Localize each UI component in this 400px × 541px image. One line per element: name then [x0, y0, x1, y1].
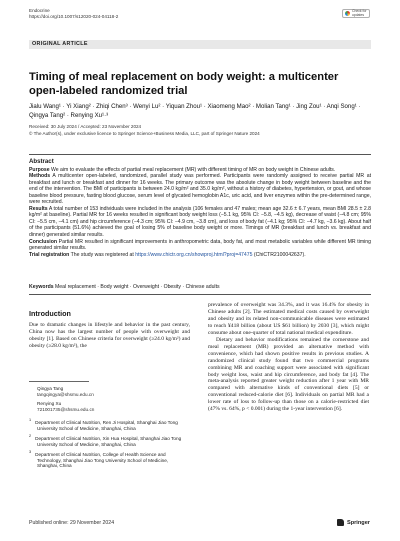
publisher-name: Springer [346, 519, 370, 526]
intro-left-paragraph: Due to dramatic changes in lifestyle and behavior in the past century, China now has the largest number of people with overweight and obesity [1]. Based on Chinese criteria for overweight (≥24.0 kg/m²) and obesity (≥28.0 kg/m²), the [29, 322, 190, 349]
affiliation-1 [29, 420, 190, 431]
intro-right-paragraph-1: prevalence of overweight was 34.3%, and it was 16.4% for obesity in Chinese adults [2]. The estimated medical costs caused by overweight and obesity and its related non-communicable diseases were estimated to reach ¥418 billion (about US $61 billion) by 2030 [3], which might consume about one-quarter of total national medical expenditure. [208, 302, 369, 336]
results-text: A total number of 153 individuals were included in the analysis (106 females and 47 males; mean age 32.6 ± 6.7 years, mean BMI 28.5 ± 2.8 kg/m² at baseline). Partial MR for 16 weeks resulted in significant body weight loss (−5.1 kg, 95% CI: −5.8, −4.5 kg), decrease of waist (−4.8 cm; 95% CI: −5.5 cm, −4.1 cm) and hip circumference (−4.3 cm; 95% CI: −4.9 cm, −3.8 cm), and loss of body fat (−4.1 kg; 95% CI: −4.7 kg, −3.6 kg). About half of the participants (51.6%) achieved the goal of losing 5% of baseline body weight or more. Timings of MR (breakfast and lunch vs. breakfast and dinner) generated similar results. [29, 205, 371, 239]
abstract-heading: Abstract [29, 158, 54, 165]
author-list: Jialu Wang¹ · Yi Xiang² · Zhiqi Chen³ · Wenyi Lu² · Yiquan Zhou¹ · Xiaomeng Mao² · Molian Tang¹ · Jing Zou¹ · Anqi Song¹ · Qingya Tang² · Renying Xu¹·³ [29, 103, 361, 119]
affiliation-2 [29, 436, 190, 447]
conclusion-label: Conclusion [29, 238, 57, 245]
registration-post: (ChiCTR2100042637). [252, 251, 306, 258]
aff2-text: Department of Clinical Nutrition, Xin Hua Hospital, Shanghai Jiao Tong University School of Medicine, Shanghai, China [35, 436, 182, 447]
corr1-name: Qingya Tang [37, 386, 64, 391]
footnote-rule [29, 381, 89, 382]
abstract-conclusion [29, 239, 371, 252]
keywords-bottom-rule [29, 294, 371, 295]
right-column [208, 302, 369, 413]
aff3-marker: 3 [29, 450, 32, 455]
crossmark-line2: updates [352, 12, 365, 17]
received-dates: Received: 30 July 2024 / Accepted: 23 November 2024 [29, 124, 142, 129]
registration-pre: The study was registered at [69, 251, 136, 258]
registration-link[interactable]: https://www.chictr.org.cn/showproj.html?proj=47475 [135, 251, 253, 258]
methods-label: Methods [29, 173, 51, 180]
springer-horse-icon [337, 519, 344, 526]
keywords-label: Keywords [29, 284, 54, 290]
registration-label: Trial registration [29, 251, 70, 258]
left-column [29, 322, 190, 350]
abstract-methods [29, 173, 371, 206]
correspondence-1 [29, 386, 190, 397]
purpose-text: We aim to evaluate the effects of partial meal replacement (MR) with different timing of MR on body weight in Chinese adults. [49, 166, 336, 173]
corr1-email[interactable]: tangqingya@shsmu.edu.cn [37, 391, 94, 397]
keywords-line [29, 284, 371, 291]
abstract-registration [29, 252, 371, 259]
published-date: Published online: 29 November 2024 [29, 520, 115, 526]
correspondence-2 [29, 401, 190, 412]
intro-right-paragraph-2: Dietary and behavior modifications remained the cornerstone and meal replacement (MR) provided an alternative method with convenience, which had shown positive results in previous studies. A randomized clinical study found that two commercial programs combining MR and coaching support were associated with significant body weight loss, waist and hip circumference, and body fat [4]. The meta-analysis reported greater weight reduction after 1 year with MR compared with alternative kinds of conventional diets [5] or conventional reduced-calorie diet [6]. Individuals on partial MR had a lower rate of loss to follow-up than those on a calorie-restricted diet (47% vs. 64%, p < 0.001) during the 1-year intervention [6]. [208, 336, 369, 413]
journal-header [29, 8, 118, 20]
affiliation-3 [29, 452, 190, 469]
copyright-line: © The Author(s), under exclusive licence to Springer Science+Business Media, LLC, part of Springer Nature 2024 [29, 131, 260, 136]
aff1-marker: 1 [29, 418, 32, 423]
conclusion-text: Partial MR resulted in significant improvements in anthropometric data, body fat, and most metabolic variables while different MR timing generated similar results. [29, 238, 371, 252]
abstract-top-rule [29, 154, 371, 155]
crossmark-badge[interactable] [342, 9, 370, 18]
journal-name: Endocrine [29, 8, 50, 13]
keywords-text: Meal replacement · Body weight · Overweight · Obesity · Chinese adults [53, 284, 220, 290]
abstract-results [29, 206, 371, 239]
aff3-text: Department of Clinical Nutrition, College of Health Science and Technology, Shanghai Jiao Tong University School of Medicine, Shanghai, China [35, 452, 169, 469]
crossmark-icon [345, 11, 350, 16]
publisher-logo [337, 519, 370, 526]
results-label: Results [29, 205, 48, 212]
corr2-email[interactable]: 721001735@shsmu.edu.cn [37, 406, 95, 412]
doi-link[interactable]: https://doi.org/10.1007/s12020-024-04118-2 [29, 14, 119, 19]
abstract-section [29, 159, 371, 258]
introduction-heading: Introduction [29, 309, 71, 318]
article-title: Timing of meal replacement on body weight: a multicenter open-labeled randomized trial [29, 71, 339, 97]
article-type-band: ORIGINAL ARTICLE [29, 40, 371, 49]
crossmark-line1: Check for [352, 8, 367, 13]
corr2-name: Renying Xu [37, 401, 62, 406]
methods-text: A multicenter open-labeled, randomized, parallel study was performed. Participants were randomly assigned to receive partial MR at breakfast and lunch or breakfast and dinner for 16 weeks. The primary outcome was the absolute change in body weight between baseline and the end of the intervention. The BMI of participants is between 24.0 kg/m² and 35.0 kg/m², without a history of diabetes, hypertension, or gout, and whose baseline blood pressure, fasting blood glucose, serum level of glycated hemoglobin A1c, uric acid, and liver enzymes within the pre-determined range, were recruited. [29, 173, 371, 206]
purpose-label: Purpose [29, 166, 50, 173]
aff2-marker: 2 [29, 434, 32, 439]
aff1-text: Department of Clinical Nutrition, Ren Ji Hospital, Shanghai Jiao Tong University School of Medicine, Shanghai, China [35, 420, 178, 431]
